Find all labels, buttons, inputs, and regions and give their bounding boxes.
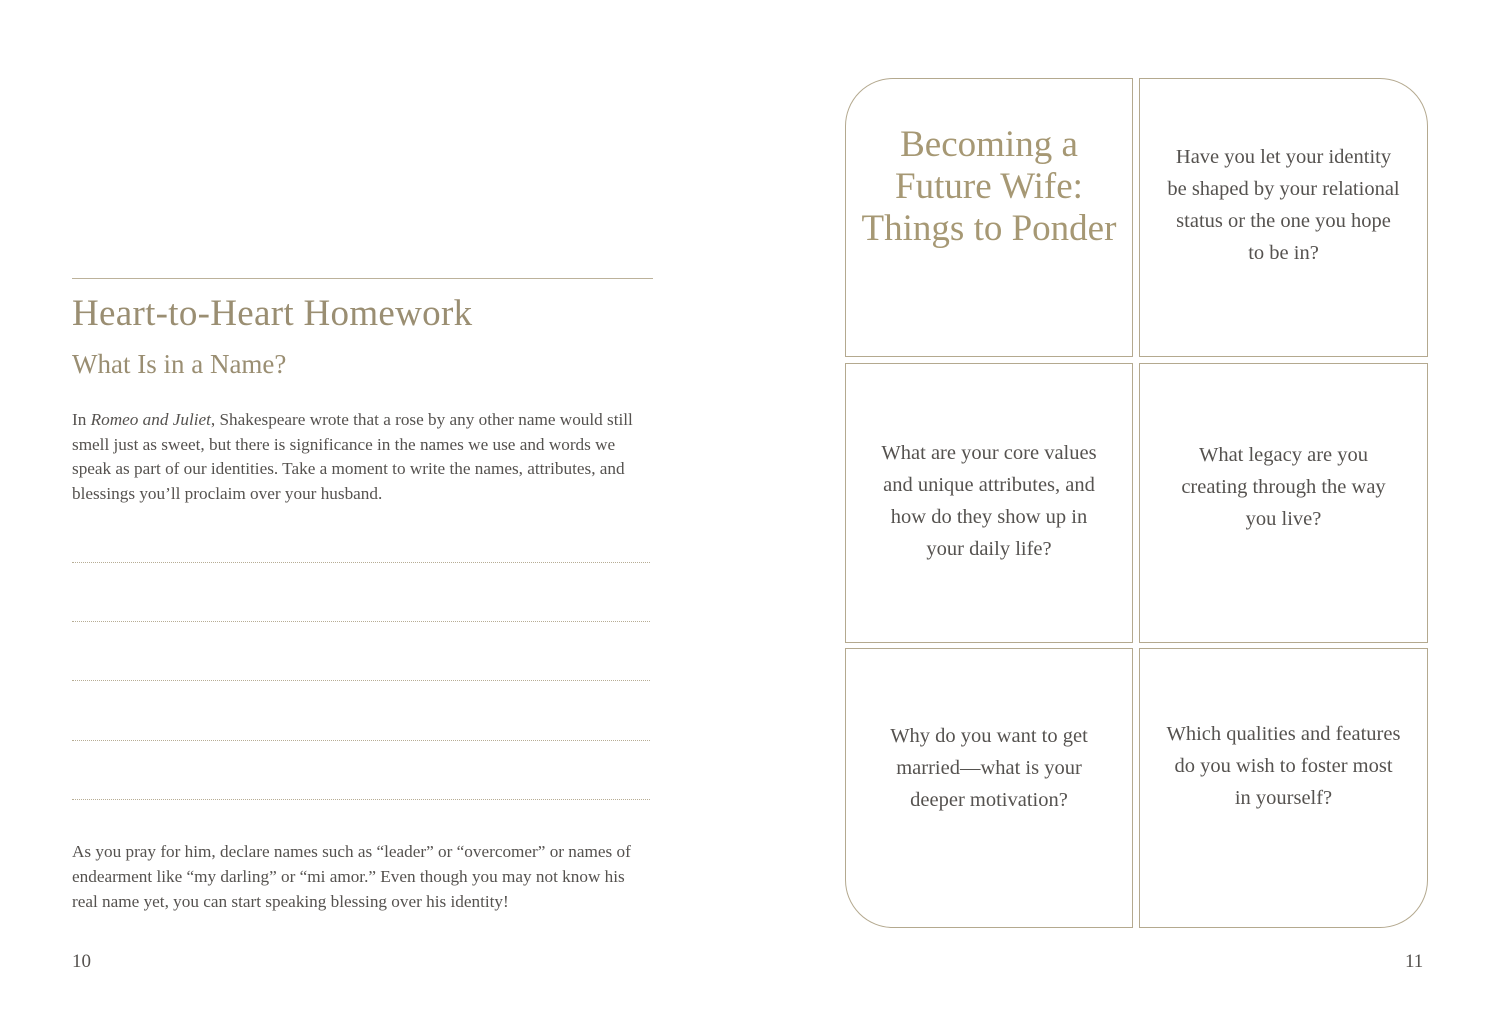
question-cell-4 [845, 648, 1133, 928]
question-cell-1 [1139, 78, 1428, 357]
write-line-2[interactable] [72, 621, 650, 622]
write-line-4[interactable] [72, 740, 650, 741]
question-cell-2 [845, 363, 1133, 643]
question-cell-5 [1139, 648, 1428, 928]
section-title: Heart-to-Heart Homework [72, 293, 473, 334]
top-rule [72, 278, 653, 279]
write-line-5[interactable] [72, 799, 650, 800]
write-line-3[interactable] [72, 680, 650, 681]
question-2: What are your core values and unique attributes, and how do they show up in your daily life? [881, 442, 1097, 560]
intro-text: , Shakespeare wrote that a rose by any other name would still smell just as sweet, but there is significance in the names we use and words we speak as part of our identities. Take a moment to write the names, attributes, and blessings you’ll proclaim over your husband. [72, 410, 633, 503]
intro-italic-title: Romeo and Juliet [90, 410, 211, 429]
title-cell [845, 78, 1133, 357]
intro-paragraph [72, 408, 652, 506]
question-1: Have you let your identity be shaped by your relational status or the one you hope to be in? [1167, 145, 1400, 264]
question-4: Why do you want to get married—what is your deeper motivation? [890, 725, 1088, 811]
question-5: Which qualities and features do you wish to foster most in yourself? [1166, 723, 1401, 809]
ponder-title: Becoming a Future Wife: Things to Ponder [861, 123, 1117, 249]
intro-lead: In [72, 410, 91, 429]
closing-paragraph: As you pray for him, declare names such as “leader” or “overcomer” or names of endearment like “my darling” or “mi amor.” Even though you may not know his real name yet, you can start speaking blessing over his identity! [72, 842, 631, 911]
question-3: What legacy are you creating through the way you live? [1181, 444, 1386, 530]
write-line-1[interactable] [72, 562, 650, 563]
page-number-left: 10 [72, 951, 91, 972]
question-cell-3 [1139, 363, 1428, 643]
section-subtitle: What Is in a Name? [72, 349, 287, 379]
page-number-right: 11 [1405, 951, 1424, 972]
